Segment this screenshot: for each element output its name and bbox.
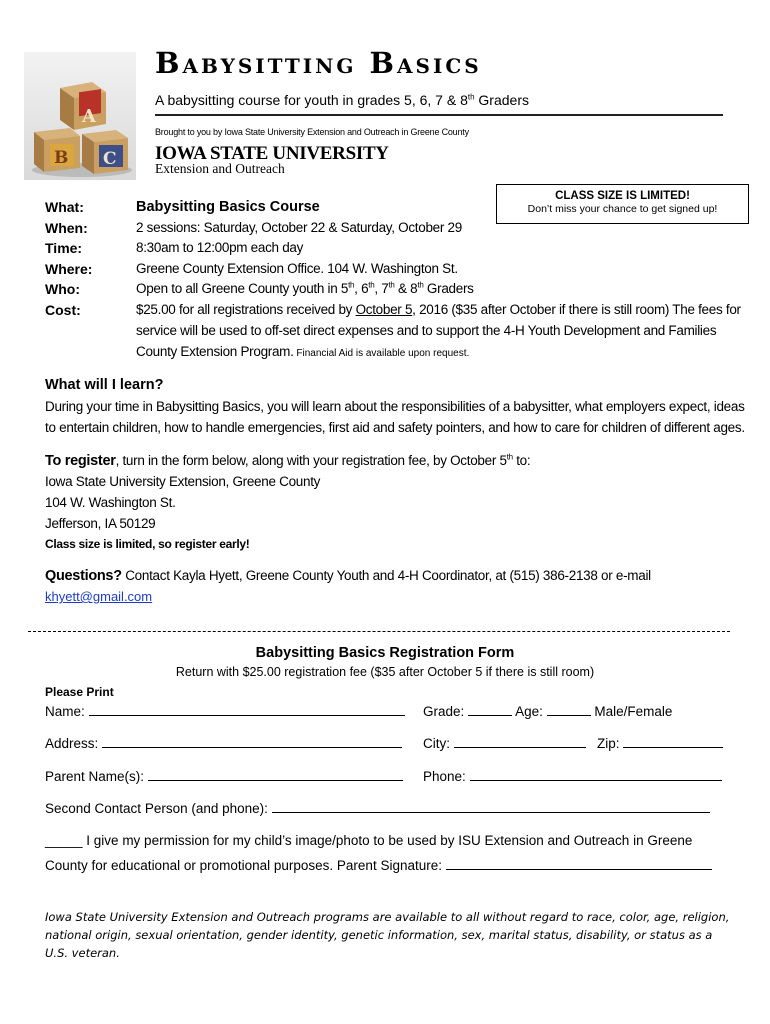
register-text-end: to: xyxy=(512,453,531,468)
age-field[interactable] xyxy=(547,703,591,716)
page-subtitle xyxy=(155,92,529,108)
form-title: Babysitting Basics Registration Form xyxy=(255,645,515,661)
name-row xyxy=(45,703,405,719)
address-line-1: Iowa State University Extension, Greene County xyxy=(45,474,321,489)
second-contact-label: Second Contact Person (and phone): xyxy=(45,801,268,816)
second-contact-field[interactable] xyxy=(272,800,710,813)
who-text-5: Graders xyxy=(423,281,474,296)
who-label: Who: xyxy=(45,281,80,297)
when-value: 2 sessions: Saturday, October 22 & Saturday, October 29 xyxy=(136,220,462,235)
who-text-3: , 7 xyxy=(374,281,389,296)
what-value xyxy=(136,199,320,215)
isu-logo-name: IOWA STATE UNIVERSITY xyxy=(155,143,389,164)
who-sup-4: th xyxy=(417,280,424,290)
address-row xyxy=(45,735,402,751)
time-value: 8:30am to 12:00pm each day xyxy=(136,240,304,255)
course-name: Babysitting Basics Course xyxy=(136,199,320,215)
grade-field[interactable] xyxy=(468,703,512,716)
what-label: What: xyxy=(45,199,84,215)
block-c-letter: C xyxy=(103,149,117,169)
block-b-letter: B xyxy=(54,148,69,168)
cost-line-1 xyxy=(136,302,741,317)
register-sup: th xyxy=(506,452,513,462)
subtitle-text: A babysitting course for youth in grades 5, 6, 7 & 8 xyxy=(155,92,468,108)
name-field[interactable] xyxy=(89,703,405,716)
learn-heading: What will I learn? xyxy=(45,377,164,393)
who-sup-2: th xyxy=(368,280,375,290)
who-sup-1: th xyxy=(348,280,355,290)
cost-text-3: County Extension Program. xyxy=(136,344,294,359)
block-c xyxy=(82,130,128,174)
cost-text-2: , 2016 ($35 after October if there is still room) The fees for xyxy=(412,302,741,317)
address-label: Address: xyxy=(45,736,99,751)
permission-checkbox-blank[interactable]: _____ xyxy=(45,833,83,848)
form-subtitle: Return with $25.00 registration fee ($35 after October 5 if there is still room) xyxy=(175,665,595,679)
who-text-2: , 6 xyxy=(354,281,369,296)
permission-text-2: County for educational or promotional purposes. Parent Signature: xyxy=(45,858,442,873)
register-text: , turn in the form below, along with your registration fee, by October 5 xyxy=(115,453,507,468)
grade-label: Grade: xyxy=(423,704,465,719)
where-label: Where: xyxy=(45,261,93,277)
questions-text: Contact Kayla Hyett, Greene County Youth and 4-H Coordinator, at (515) 386-2138 or e-mail xyxy=(121,568,651,583)
register-line xyxy=(45,453,530,469)
who-text-1: Open to all Greene County youth in 5 xyxy=(136,281,349,296)
parent-signature-field[interactable] xyxy=(446,857,712,870)
age-label: Age: xyxy=(515,704,543,719)
header-divider xyxy=(155,114,723,116)
who-sup-3: th xyxy=(388,280,395,290)
time-label: Time: xyxy=(45,240,83,256)
please-print-label: Please Print xyxy=(45,685,114,699)
second-contact-row xyxy=(45,800,710,816)
register-heading: To register xyxy=(45,453,116,469)
cost-line-2: service will be used to off-set direct expenses and to support the 4-H Youth Development and Families xyxy=(136,323,717,338)
cost-text-1: $25.00 for all registrations received by xyxy=(136,302,356,317)
phone-label: Phone: xyxy=(423,769,466,784)
parent-label: Parent Name(s): xyxy=(45,769,145,784)
phone-row xyxy=(423,768,722,784)
zip-field[interactable] xyxy=(623,735,723,748)
questions-heading: Questions? xyxy=(45,568,122,584)
class-size-notice xyxy=(496,184,749,224)
subtitle-sup: th xyxy=(467,92,475,102)
brought-by-text: Brought to you by Iowa State University Extension and Outreach in Greene County xyxy=(155,127,469,137)
financial-aid-note: Financial Aid is available upon request. xyxy=(293,348,470,359)
zip-label: Zip: xyxy=(597,736,620,751)
permission-line-1 xyxy=(45,833,692,848)
block-a xyxy=(60,82,106,130)
cut-line xyxy=(28,631,730,632)
block-b xyxy=(34,128,80,172)
city-zip-row xyxy=(423,735,723,751)
subtitle-end: Graders xyxy=(474,92,529,108)
learn-line-1: During your time in Babysitting Basics, you will learn about the responsibilities of a babysitter, what employers expect, ideas xyxy=(45,399,745,414)
parent-row xyxy=(45,768,403,784)
permission-text-1: I give my permission for my child’s image/photo to be used by ISU Extension and Outreach in Greene xyxy=(82,833,693,848)
address-line-2: 104 W. Washington St. xyxy=(45,495,176,510)
address-field[interactable] xyxy=(102,735,402,748)
phone-field[interactable] xyxy=(470,768,722,781)
contact-email-link[interactable]: khyett@gmail.com xyxy=(45,589,153,604)
city-label: City: xyxy=(423,736,450,751)
who-text-4: & 8 xyxy=(394,281,418,296)
block-a-letter: A xyxy=(82,106,96,127)
non-discrimination-statement: Iowa State University Extension and Outreach programs are available to all without regard to race, color, age, religion, national origin, sexual orientation, gender identity, genetic information, sex, marital status, disability, or status as a U.S. veteran. xyxy=(45,910,730,960)
page-title: Babysitting Basics xyxy=(155,46,482,80)
gender-label[interactable]: Male/Female xyxy=(594,704,673,719)
where-value: Greene County Extension Office. 104 W. Washington St. xyxy=(136,261,458,276)
cost-line-3 xyxy=(136,344,469,359)
address-line-3: Jefferson, IA 50129 xyxy=(45,516,156,531)
register-early-note: Class size is limited, so register early! xyxy=(45,537,250,551)
city-field[interactable] xyxy=(454,735,586,748)
learn-line-2: to entertain children, how to handle emergencies, first aid and safety pointers, and how to care for children of different ages. xyxy=(45,420,745,435)
name-label: Name: xyxy=(45,704,85,719)
isu-logo-subtitle: Extension and Outreach xyxy=(155,161,285,176)
who-value xyxy=(136,281,474,296)
questions-line xyxy=(45,568,651,584)
cost-label: Cost: xyxy=(45,302,81,318)
cost-deadline: October 5 xyxy=(355,302,413,317)
notice-heading: CLASS SIZE IS LIMITED! xyxy=(555,190,690,202)
notice-text: Don’t miss your chance to get signed up! xyxy=(527,203,718,215)
grade-age-row xyxy=(423,703,672,719)
parent-field[interactable] xyxy=(148,768,403,781)
when-label: When: xyxy=(45,220,88,236)
permission-line-2 xyxy=(45,857,712,873)
abc-blocks-image xyxy=(24,52,136,180)
